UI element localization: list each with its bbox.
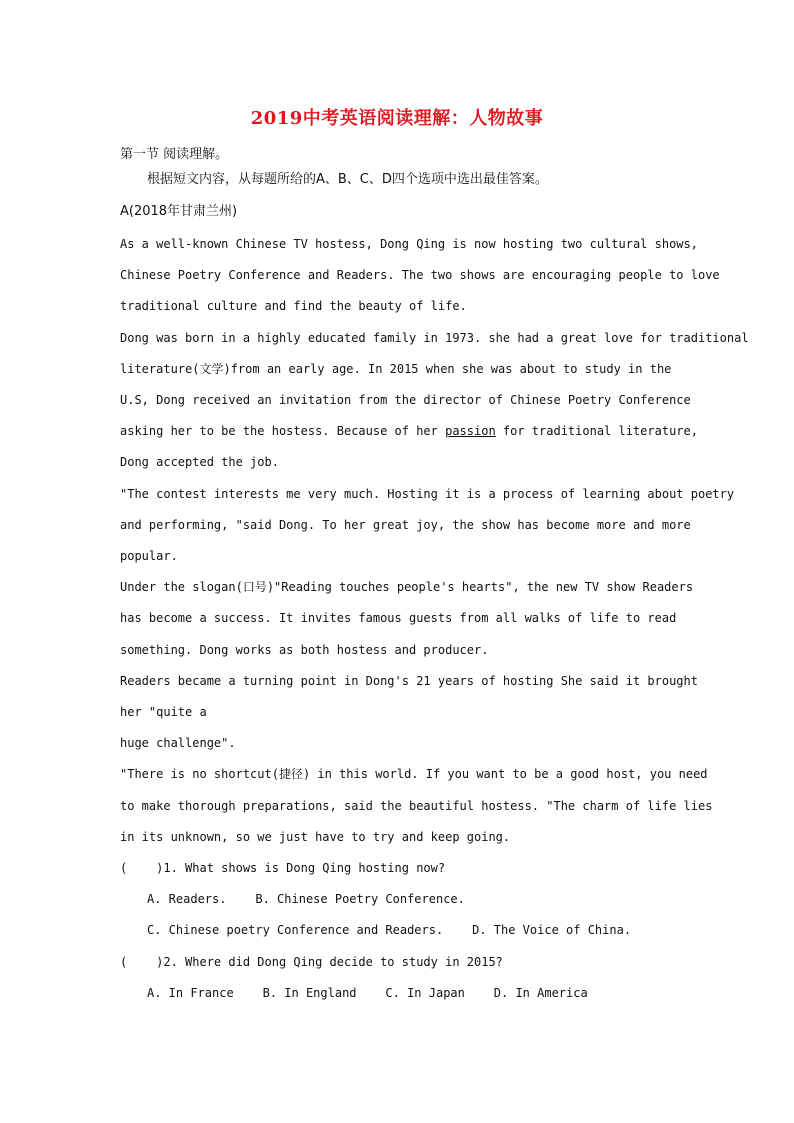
document-title: 2019中考英语阅读理解：人物故事 (250, 108, 544, 129)
passage-line: in its unknown, so we just have to try and keep going. (120, 830, 511, 844)
passage-line: As a well-known Chinese TV hostess, Dong Qing is now hosting two cultural shows, (120, 237, 698, 251)
passage-label: A(2018年甘肃兰州) (120, 204, 238, 219)
passage-line-underlined (120, 423, 698, 439)
passage-line: has become a success. It invites famous guests from all walks of life to read (120, 611, 677, 625)
passage-line: popular. (120, 549, 178, 563)
passage-line: "There is no shortcut(捷径) in this world. If you want to be a good host, you need (120, 767, 708, 781)
question-options: A. In France B. In England C. In Japan D. In America (147, 986, 588, 1000)
passage-line: Chinese Poetry Conference and Readers. The two shows are encouraging people to love (120, 268, 720, 282)
text-after-underline: for traditional literature, (495, 424, 698, 438)
passage-line: something. Dong works as both hostess and producer. (120, 643, 489, 657)
passage-line: literature(文学)from an early age. In 2015 when she was about to study in the (120, 362, 672, 376)
underlined-word: passion (445, 424, 496, 438)
passage-line: her "quite a (120, 705, 207, 719)
passage-line: U.S, Dong received an invitation from the director of Chinese Poetry Conference (120, 393, 691, 407)
passage-line: "The contest interests me very much. Hosting it is a process of learning about poetry (120, 487, 735, 501)
question-stem: ( )1. What shows is Dong Qing hosting now? (120, 861, 446, 875)
section-heading: 第一节 阅读理解。 (120, 147, 229, 162)
passage-line: and performing, "said Dong. To her great joy, the show has become more and more (120, 518, 691, 532)
question-stem: ( )2. Where did Dong Qing decide to study in 2015? (120, 955, 503, 969)
passage-line: Dong was born in a highly educated family in 1973. she had a great love for traditional (120, 331, 749, 345)
passage-line: Under the slogan(口号)"Reading touches people's hearts", the new TV show Readers (120, 580, 694, 594)
passage-line: huge challenge". (120, 736, 236, 750)
question-options: C. Chinese poetry Conference and Readers. D. The Voice of China. (147, 923, 632, 937)
passage-line: traditional culture and find the beauty of life. (120, 299, 467, 313)
passage-line: to make thorough preparations, said the beautiful hostess. "The charm of life lies (120, 799, 713, 813)
passage-line: Dong accepted the job. (120, 455, 279, 469)
text-before-underline: asking her to be the hostess. Because of her (120, 424, 446, 438)
passage-line: Readers became a turning point in Dong's 21 years of hosting She said it brought (120, 674, 698, 688)
instruction-text: 根据短文内容，从每题所给的A、B、C、D四个选项中选出最佳答案。 (147, 172, 548, 187)
question-options: A. Readers. B. Chinese Poetry Conference. (147, 892, 465, 906)
